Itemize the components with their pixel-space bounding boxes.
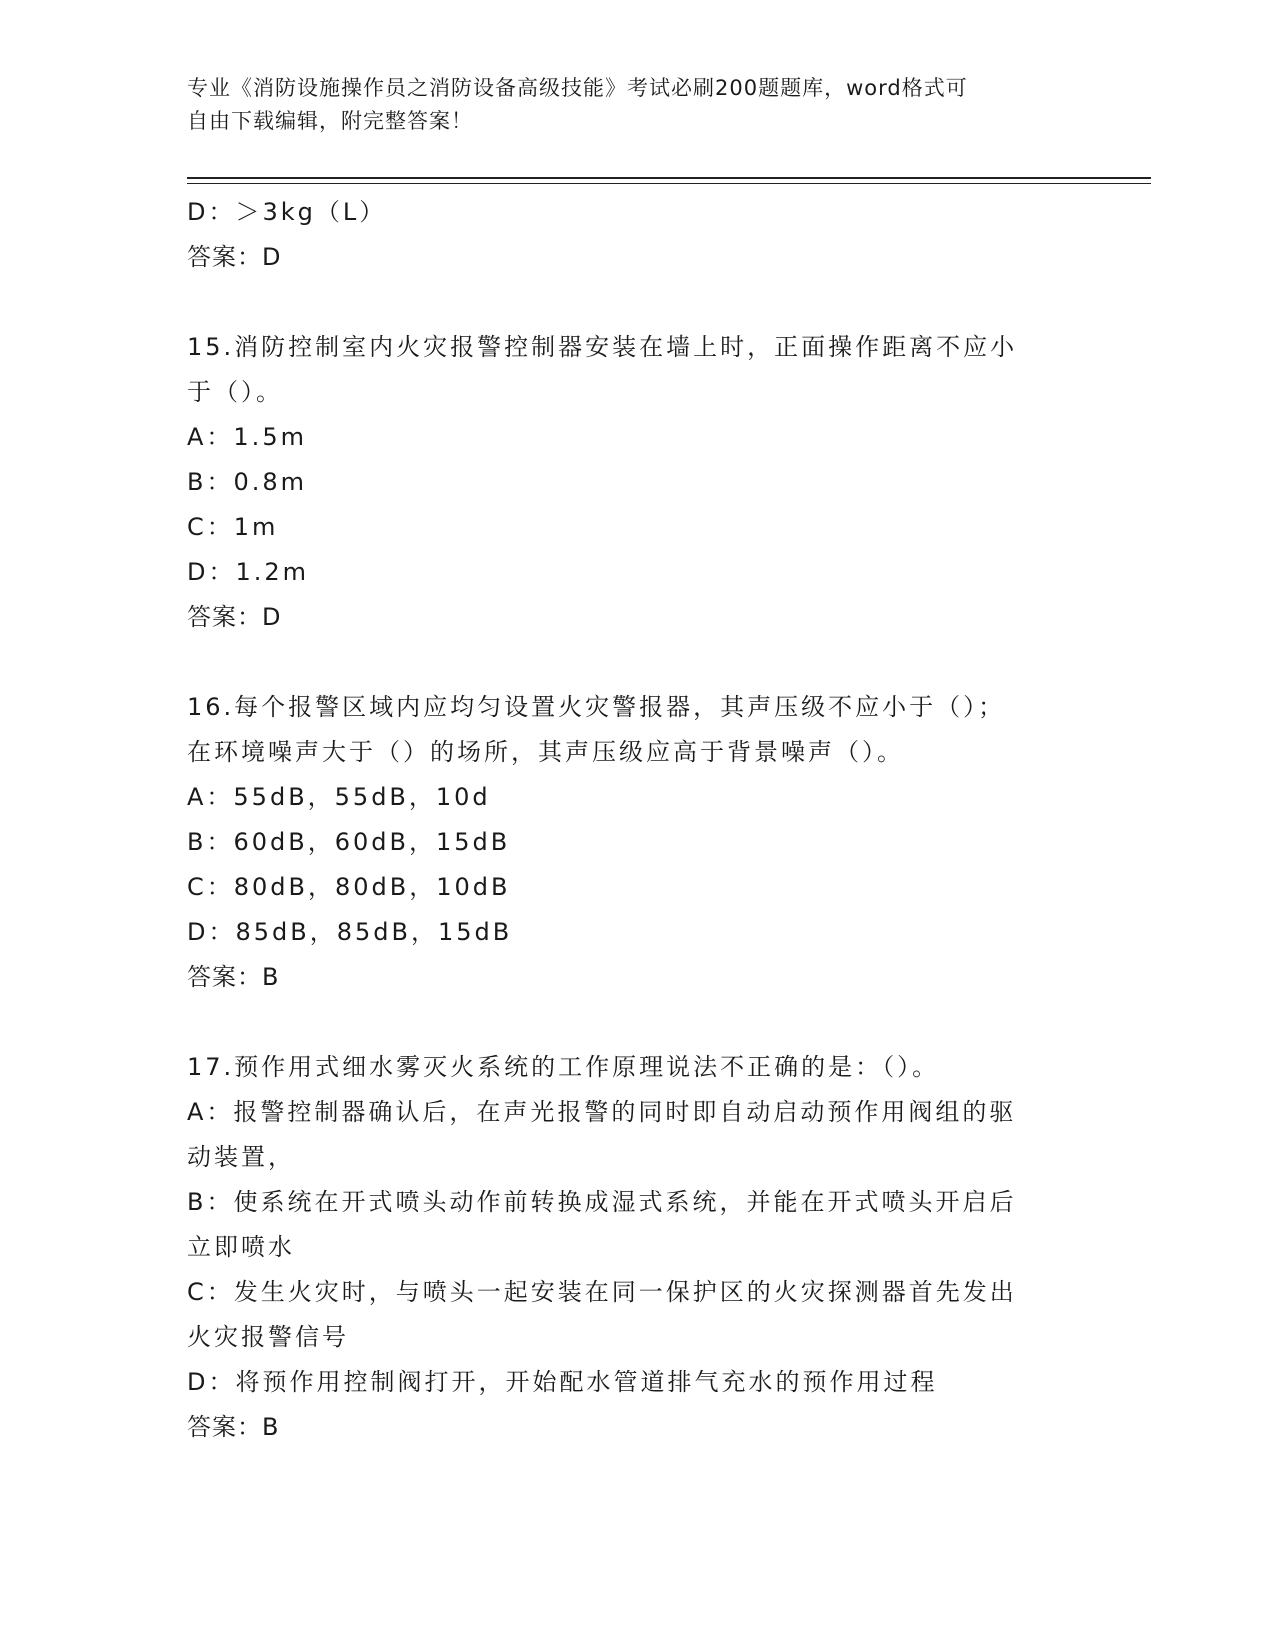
question-block-17 [187,1045,1087,1450]
option-a-line-2: 动装置， [187,1143,295,1171]
option-d: D：1.2m [187,558,310,586]
question-block-16 [187,685,1087,1000]
question-text-line-2: 在环境噪声大于（）的场所，其声压级应高于背景噪声（）。 [187,738,904,766]
option-a: A：1.5m [187,423,307,451]
header-divider-thin [187,183,1151,184]
answer-line: 答案：B [187,963,280,991]
question-text-line-1: 15.消防控制室内火灾报警控制器安装在墙上时，正面操作距离不应小 [187,333,1018,361]
question-list [187,190,1087,1450]
option-a: A：55dB，55dB，10d [187,783,491,811]
question-block-15 [187,325,1087,640]
option-d: D：85dB，85dB，15dB [187,918,513,946]
option-a-line-1: A：报警控制器确认后，在声光报警的同时即自动启动预作用阀组的驱 [187,1098,1017,1126]
option-b-line-2: 立即喷水 [187,1233,295,1261]
option-c-line-1: C：发生火灾时，与喷头一起安装在同一保护区的火灾探测器首先发出 [187,1278,1017,1306]
header-divider-thick [187,177,1151,179]
page-header [187,72,1067,138]
spacer [187,1000,1087,1045]
option-c: C：80dB，80dB，10dB [187,873,511,901]
question-text-line-2: 于（）。 [187,378,283,406]
spacer [187,280,1087,325]
answer-line: 答案：D [187,243,282,271]
option-d: D：将预作用控制阀打开，开始配水管道排气充水的预作用过程 [187,1368,938,1396]
question-text-line-1: 17.预作用式细水雾灭火系统的工作原理说法不正确的是：（）。 [187,1053,940,1081]
answer-line: 答案：B [187,1413,280,1441]
option-c: C：1m [187,513,279,541]
option-b: B：0.8m [187,468,308,496]
question-block-prev [187,190,1087,280]
answer-line: 答案：D [187,603,282,631]
option-b-line-1: B：使系统在开式喷头动作前转换成湿式系统，并能在开式喷头开启后 [187,1188,1017,1216]
option-c-line-2: 火灾报警信号 [187,1323,349,1351]
option-b: B：60dB，60dB，15dB [187,828,511,856]
question-text-line-1: 16.每个报警区域内应均匀设置火灾警报器，其声压级不应小于（）； [187,693,1006,721]
header-line-1: 专业《消防设施操作员之消防设备高级技能》考试必刷200题题库，word格式可 [187,76,968,100]
header-line-2: 自由下载编辑，附完整答案！ [187,109,473,133]
option-d: D：＞3kg（L） [187,198,387,226]
spacer [187,640,1087,685]
